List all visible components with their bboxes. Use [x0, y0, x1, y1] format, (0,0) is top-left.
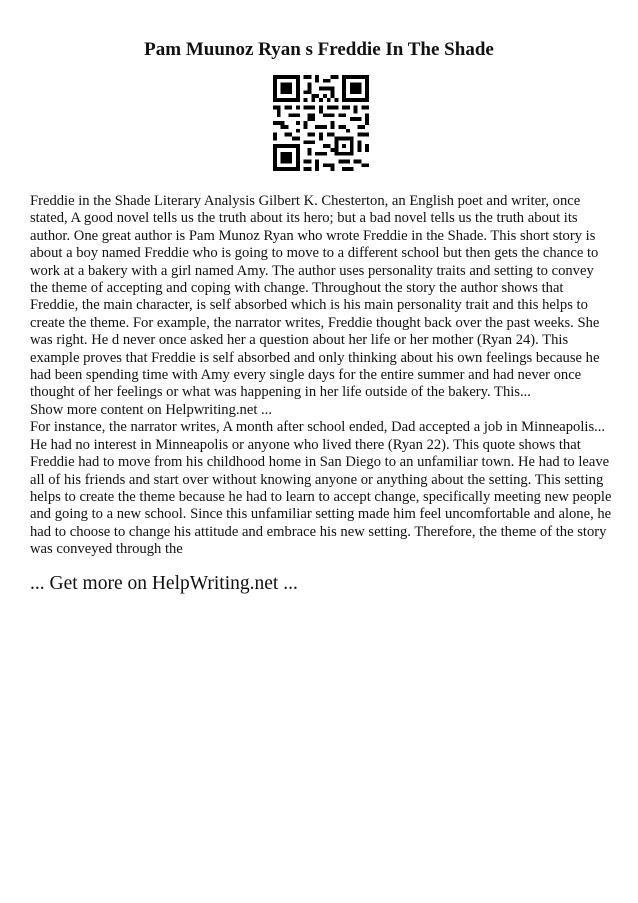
document-body [30, 193, 614, 559]
get-more-link[interactable]: ... Get more on HelpWriting.net ... [30, 573, 298, 594]
paragraph-2: For instance, the narrator writes, A month after school ended, Dad accepted a job in Minneapolis... He had no interest in Minneapolis or anyone who lived there (Ryan 22). This quote shows that Freddie had to move from his childhood home in San Diego to an unfamiliar town. He had to leave all of his friends and start over without knowing anyone or anything about the setting. This setting helps to create the theme because he had to learn to accept change, specifically meeting new people and going to a new school. Since this unfamiliar setting made him feel uncomfortable and alone, he had to choose to change his attitude and embrace his new setting. Therefore, the theme of the story was conveyed through the [30, 419, 612, 558]
paragraph-1: Freddie in the Shade Literary Analysis Gilbert K. Chesterton, an English poet and writer, once stated, A good novel tells us the truth about its hero; but a bad novel tells us the truth about its author. One great author is Pam Munoz Ryan who wrote Freddie in the Shade. This short story is about a boy named Freddie who is going to move to a different school but then gets the chance to work at a bakery with a girl named Amy. The author uses personality traits and setting to convey the theme of accepting and coping with change. Throughout the story the author shows that Freddie, the main character, is self absorbed which is his main personality trait and this helps to create the theme. For example, the narrator writes, Freddie thought back over the past weeks. She was right. He d never once asked her a question about her life or her mother (Ryan 24). This example proves that Freddie is self absorbed and only thinking about his own feelings because he had been spending time with Amy every single days for the entire summer and had never once thought of her feelings or what was happening in her life outside of the bakery. This... [30, 193, 600, 401]
page-title: Pam Muunoz Ryan s Freddie In The Shade [144, 39, 494, 60]
qr-code-icon [273, 75, 369, 171]
show-more-link[interactable]: Show more content on Helpwriting.net ... [30, 401, 272, 418]
